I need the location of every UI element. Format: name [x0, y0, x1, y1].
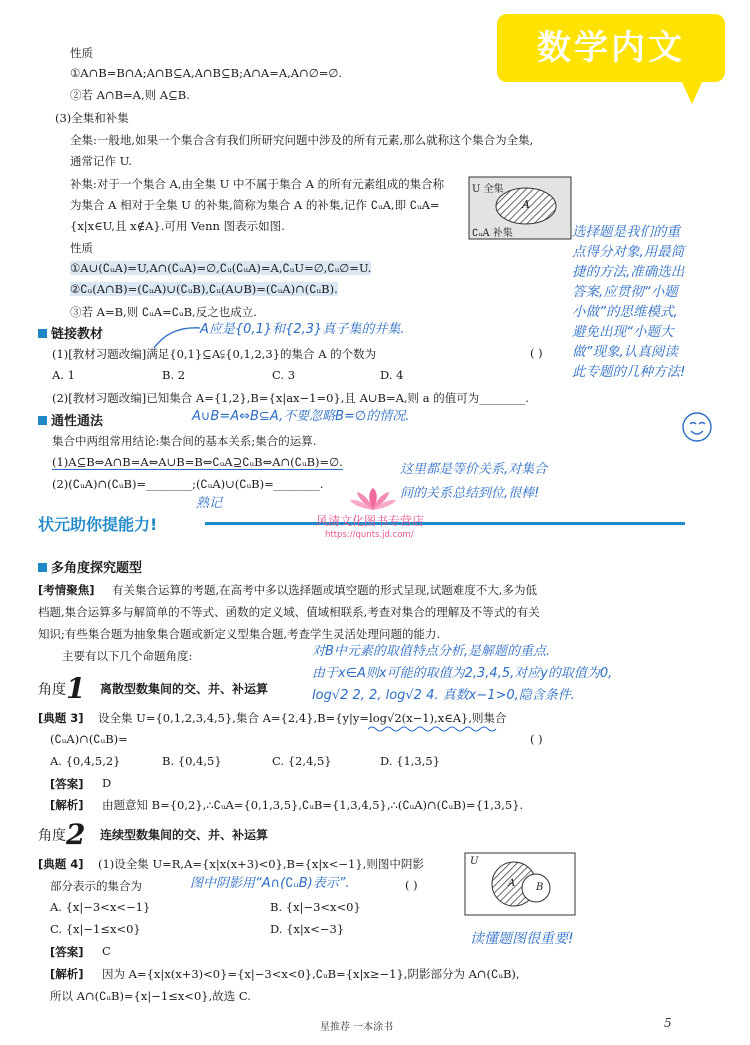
prop-title: 性质 — [70, 46, 93, 60]
note-shade: 图中阴影用“A∩(∁ᵤB)表示”. — [190, 876, 350, 891]
note-b-analysis-2: 由于x∈A则x可能的取值为2,3,4,5,对应y的取值为0, — [312, 666, 613, 681]
prop1: ①A∩B=B∩A;A∩B⊆A,A∩B⊆B;A∩A=A,A∩∅=∅. — [70, 66, 343, 80]
explore-heading: 多角度探究题型 — [38, 557, 142, 576]
example4-tag: [典题 4] — [38, 857, 84, 871]
focus-line-1: 有关集合运算的考题,在高考中多以选择题或填空题的形式呈现,试题难度不大,多为低 — [112, 583, 537, 597]
venn1-complement-label: ∁ᵤA 补集 — [472, 228, 513, 239]
example3-solution: 由题意知 B={0,2},∴∁ᵤA={0,1,3,5},∁ᵤB={1,3,4,5},∴(∁ᵤA)∩(∁ᵤB)={1,3,5}. — [102, 798, 524, 812]
link-q1-paren: ( ) — [530, 346, 543, 360]
example4-option-c: C. {x|−1≤x<0} — [50, 922, 141, 936]
example3-option-c: C. {2,4,5} — [272, 754, 332, 768]
venn1-u-label: U 全集 — [472, 184, 504, 195]
watermark-shop: 风清文化图书专营店 — [316, 514, 425, 528]
example4-solution-1: 因为 A={x|x(x+3)<0}={x|−3<x<0},∁ᵤB={x|x≥−1},阴影部分为 A∩(∁ᵤB), — [102, 967, 520, 981]
note-b-analysis-3: log√2 2, 2, log√2 4. 真数x−1>0,隐含条件. — [312, 688, 575, 703]
complement-prop-3: ③若 A=B,则 ∁ᵤA=∁ᵤB,反之也成立. — [70, 305, 257, 319]
subject-badge: 数学内文 — [497, 14, 725, 82]
angle1-title: 离散型数集间的交、并、补运算 — [100, 682, 269, 696]
example3-answer: D — [102, 776, 112, 790]
venn2-a-label: A — [508, 878, 516, 889]
angle2-heading: 角度2 — [38, 818, 86, 851]
example3-line-2: (∁ᵤA)∩(∁ᵤB)= — [50, 732, 128, 746]
venn2-u-label: U — [470, 856, 479, 867]
focus-line-3: 知识;有些集合题为抽象集合题或新定义型集合题,考查学生灵活处理问题的能力. — [38, 627, 441, 641]
badge-tail — [680, 78, 704, 104]
example3-solution-tag: [解析] — [50, 798, 84, 812]
note-equiv-2: 间的关系总结到位,很棒! — [400, 486, 540, 501]
link-q1-option-d: D. 4 — [380, 368, 404, 382]
example4-option-d: D. {x|x<−3} — [270, 922, 345, 936]
example4-answer: C — [102, 944, 111, 958]
example4-option-b: B. {x|−3<x<0} — [270, 900, 361, 914]
link-heading: 链接教材 — [38, 323, 103, 342]
note-link: A应是{0,1}和{2,3}真子集的并集. — [200, 322, 405, 337]
example3-answer-tag: [答案] — [50, 777, 84, 791]
complement-def-2: 为集合 A 相对于全集 U 的补集,简称为集合 A 的补集,记作 ∁ᵤA,即 ∁ᵤA= — [70, 198, 440, 212]
universal-set-def-2: 通常记作 U. — [70, 154, 132, 168]
example3-paren: ( ) — [530, 732, 543, 746]
section-rule — [205, 522, 685, 525]
example3-option-d: D. {1,3,5} — [380, 754, 441, 768]
section-3-title: (3)全集和补集 — [55, 111, 129, 125]
example4-solution-tag: [解析] — [50, 967, 84, 981]
watermark-url: https://qunts.jd.com/ — [325, 530, 414, 540]
prop2: ②若 A∩B=A,则 A⊆B. — [70, 88, 190, 102]
example4-option-a: A. {x|−3<x<−1} — [50, 900, 151, 914]
note-diagram: 读懂题图很重要! — [470, 931, 574, 947]
wavy-underline — [368, 725, 498, 733]
venn1-a-label: A — [522, 198, 530, 211]
angle1-heading: 角度1 — [38, 672, 86, 705]
example4-line-2: 部分表示的集合为 — [50, 879, 142, 893]
example3-option-b: B. {0,4,5} — [162, 754, 222, 768]
focus-line-2: 档题,集合运算多与解简单的不等式、函数的定义域、值域相联系,考查对集合的理解及不等式的有关 — [38, 605, 540, 619]
link-q1-option-b: B. 2 — [162, 368, 186, 382]
note-union: A∪B=A⇔B⊆A,不要忽略B=∅的情况. — [192, 409, 410, 424]
note-memorize: 熟记 — [196, 496, 223, 511]
general-intro: 集合中两组常用结论:集合间的基本关系;集合的运算. — [52, 434, 317, 448]
universal-set-def-1: 全集:一般地,如果一个集合含有我们所研究问题中涉及的所有元素,那么就称这个集合为全集, — [70, 133, 534, 147]
venn2-b-label: B — [536, 882, 544, 893]
smiley-icon — [680, 410, 714, 444]
example3-option-a: A. {0,4,5,2} — [50, 754, 121, 768]
link-q1: (1)[教材习题改编]满足{0,1}⊆A⫋{0,1,2,3}的集合 A 的个数为 — [52, 347, 377, 361]
venn-diagram-shaded — [464, 852, 576, 916]
complement-prop-1: ①A∪(∁ᵤA)=U,A∩(∁ᵤA)=∅,∁ᵤ(∁ᵤA)=A,∁ᵤU=∅,∁ᵤ∅=U. — [70, 261, 372, 275]
lotus-icon — [348, 486, 398, 512]
page-number: 5 — [664, 1016, 672, 1030]
example4-answer-tag: [答案] — [50, 945, 84, 959]
section-title: 状元助你提能力! — [38, 515, 158, 534]
side-note: 选择题是我们的重 点得分对象,用最简 捷的方法,准确选出 答案,应贯彻“小题 小做”的思维模式, 避免出现“小题大 做”现象,认真阅读 此专题的几种方法! — [572, 224, 686, 380]
angle2-title: 连续型数集间的交、并、补运算 — [100, 828, 269, 842]
focus-tag: [考情聚焦] — [38, 583, 95, 597]
example4-paren: ( ) — [405, 878, 418, 892]
example3-line-1: 设全集 U={0,1,2,3,4,5},集合 A={2,4},B={y|y=log√2(x−1),x∈A},则集合 — [98, 711, 507, 725]
general-heading: 通性通法 — [38, 410, 103, 429]
note-equiv-1: 这里都是等价关系,对集合 — [400, 462, 548, 477]
focus-line-4: 主要有以下几个命题角度: — [62, 649, 193, 663]
link-q1-option-a: A. 1 — [52, 368, 75, 382]
square-bullet-icon — [38, 329, 47, 338]
complement-def-1: 补集:对于一个集合 A,由全集 U 中不属于集合 A 的所有元素组成的集合称 — [70, 177, 445, 191]
complement-prop-2: ②∁ᵤ(A∩B)=(∁ᵤA)∪(∁ᵤB),∁ᵤ(A∪B)=(∁ᵤA)∩(∁ᵤB). — [70, 282, 338, 296]
note-b-analysis-1: 对B中元素的取值特点分析,是解题的重点. — [312, 644, 551, 659]
link-q1-option-c: C. 3 — [272, 368, 296, 382]
example4-line-1: (1)设全集 U=R,A={x|x(x+3)<0},B={x|x<−1},则图中阴影 — [98, 857, 424, 871]
prop-title-2: 性质 — [70, 241, 93, 255]
general-c2: (2)(∁ᵤA)∩(∁ᵤB)=________;(∁ᵤA)∪(∁ᵤB)=________. — [52, 477, 324, 491]
example3-tag: [典题 3] — [38, 711, 84, 725]
link-q2: (2)[教材习题改编]已知集合 A={1,2},B={x|ax−1=0},且 A∪B=A,则 a 的值可为________. — [52, 391, 529, 405]
square-bullet-icon — [38, 563, 47, 572]
complement-def-3: {x|x∈U,且 x∉A}.可用 Venn 图表示如图. — [70, 219, 285, 233]
general-c1: (1)A⊆B⇔A∩B=A⇔A∪B=B⇔∁ᵤA⊇∁ᵤB⇔A∩(∁ᵤB)=∅. — [52, 455, 343, 469]
example4-solution-2: 所以 A∩(∁ᵤB)={x|−1≤x<0},故选 C. — [50, 989, 251, 1003]
square-bullet-icon — [38, 416, 47, 425]
footer-brand: 星推荐 一本涂书 — [320, 1022, 394, 1033]
